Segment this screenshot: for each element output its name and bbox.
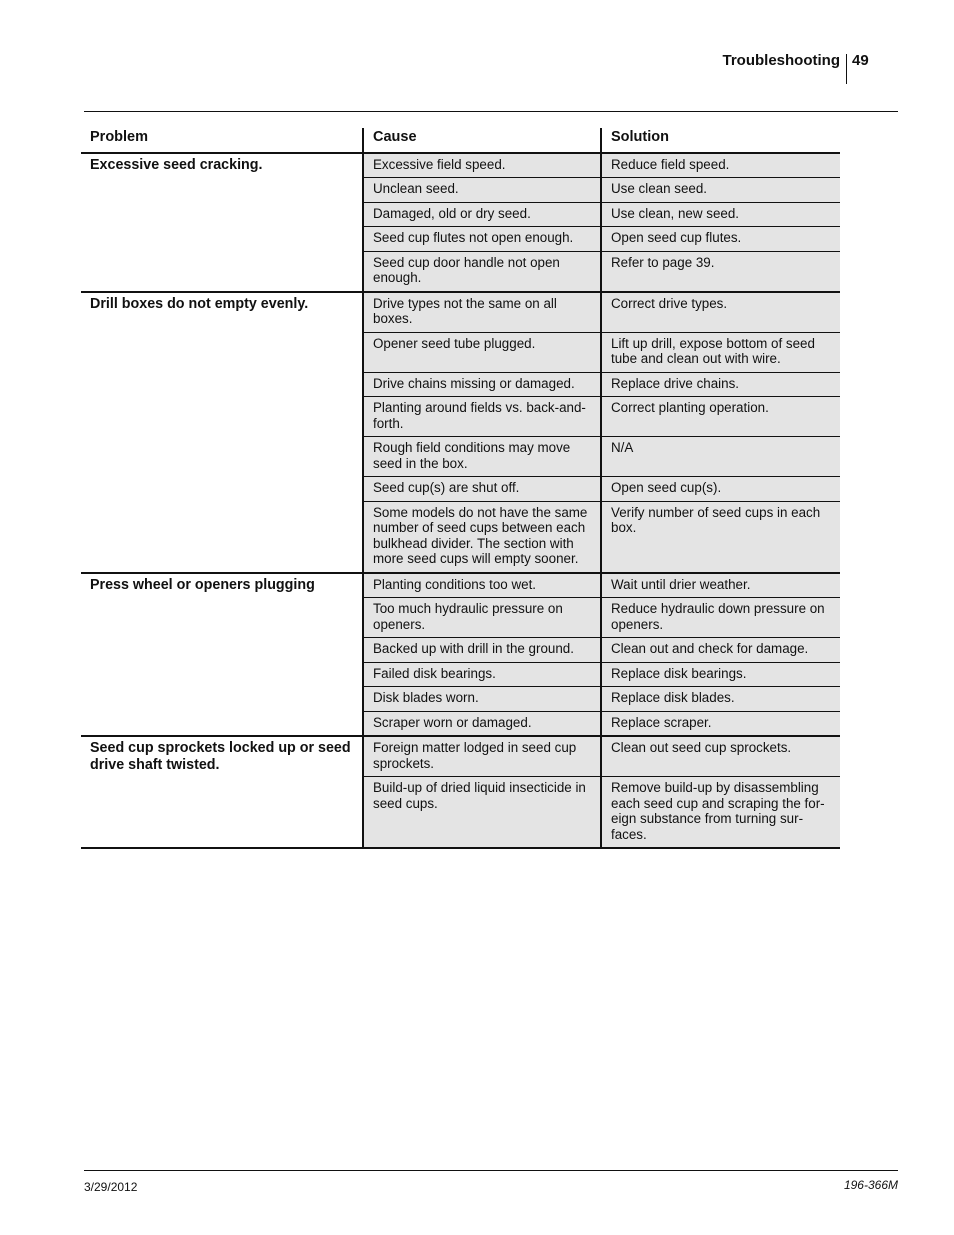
section-title: Troubleshooting — [722, 52, 840, 69]
solution-cell: Verify number of seed cups in each box. — [601, 501, 840, 573]
cause-cell: Too much hydraulic pressure on openers. — [363, 598, 601, 638]
solution-cell: Correct drive types. — [601, 292, 840, 333]
cause-cell: Damaged, old or dry seed. — [363, 202, 601, 227]
troubleshooting-table — [81, 128, 840, 849]
footer-rule — [84, 1170, 898, 1171]
problem-cell: Press wheel or openers plugging — [81, 573, 363, 737]
column-header-cause: Cause — [363, 128, 601, 153]
solution-cell: Replace disk blades. — [601, 687, 840, 712]
cause-cell: Unclean seed. — [363, 178, 601, 203]
header-divider — [846, 54, 847, 84]
solution-cell: Clean out and check for damage. — [601, 638, 840, 663]
problem-cell: Drill boxes do not empty evenly. — [81, 292, 363, 573]
cause-cell: Rough field conditions may move seed in the box. — [363, 437, 601, 477]
solution-cell: Correct planting operation. — [601, 397, 840, 437]
header-rule — [84, 111, 898, 112]
cause-cell: Scraper worn or damaged. — [363, 711, 601, 736]
solution-cell: Reduce field speed. — [601, 153, 840, 178]
solution-cell: Use clean, new seed. — [601, 202, 840, 227]
cause-cell: Build-up of dried liquid insecticide in seed cups. — [363, 777, 601, 849]
cause-cell: Disk blades worn. — [363, 687, 601, 712]
cause-cell: Planting conditions too wet. — [363, 573, 601, 598]
cause-cell: Some models do not have the same number of seed cups between each bulkhead divider. The section with more seed cups will empty sooner. — [363, 501, 601, 573]
solution-cell: Use clean seed. — [601, 178, 840, 203]
solution-cell: N/A — [601, 437, 840, 477]
solution-cell: Replace scraper. — [601, 711, 840, 736]
solution-cell: Clean out seed cup sprockets. — [601, 736, 840, 777]
solution-cell: Open seed cup(s). — [601, 477, 840, 502]
cause-cell: Drive types not the same on all boxes. — [363, 292, 601, 333]
cause-cell: Opener seed tube plugged. — [363, 332, 601, 372]
page-number: 49 — [852, 52, 869, 69]
cause-cell: Seed cup door handle not open enough. — [363, 251, 601, 292]
solution-cell: Remove build-up by disassembling each seed cup and scraping the for-eign substance from turning sur-faces. — [601, 777, 840, 849]
column-header-problem: Problem — [81, 128, 363, 153]
cause-cell: Drive chains missing or damaged. — [363, 372, 601, 397]
solution-cell: Lift up drill, expose bottom of seed tube and clean out with wire. — [601, 332, 840, 372]
table-header-row — [81, 128, 840, 153]
cause-cell: Foreign matter lodged in seed cup sprockets. — [363, 736, 601, 777]
solution-cell: Open seed cup flutes. — [601, 227, 840, 252]
table-row — [81, 573, 840, 598]
table-row — [81, 153, 840, 178]
table-row — [81, 736, 840, 777]
solution-cell: Replace drive chains. — [601, 372, 840, 397]
cause-cell: Excessive field speed. — [363, 153, 601, 178]
solution-cell: Replace disk bearings. — [601, 662, 840, 687]
cause-cell: Failed disk bearings. — [363, 662, 601, 687]
solution-cell: Reduce hydraulic down pressure on openers. — [601, 598, 840, 638]
solution-cell: Refer to page 39. — [601, 251, 840, 292]
footer-date: 3/29/2012 — [84, 1180, 138, 1194]
column-header-solution: Solution — [601, 128, 840, 153]
cause-cell: Planting around fields vs. back-and-forth. — [363, 397, 601, 437]
problem-cell: Seed cup sprockets locked up or seed drive shaft twisted. — [81, 736, 363, 848]
cause-cell: Seed cup flutes not open enough. — [363, 227, 601, 252]
problem-cell: Excessive seed cracking. — [81, 153, 363, 292]
cause-cell: Seed cup(s) are shut off. — [363, 477, 601, 502]
cause-cell: Backed up with drill in the ground. — [363, 638, 601, 663]
table-row — [81, 292, 840, 333]
footer-doc-number: 196-366M — [843, 1178, 898, 1192]
solution-cell: Wait until drier weather. — [601, 573, 840, 598]
